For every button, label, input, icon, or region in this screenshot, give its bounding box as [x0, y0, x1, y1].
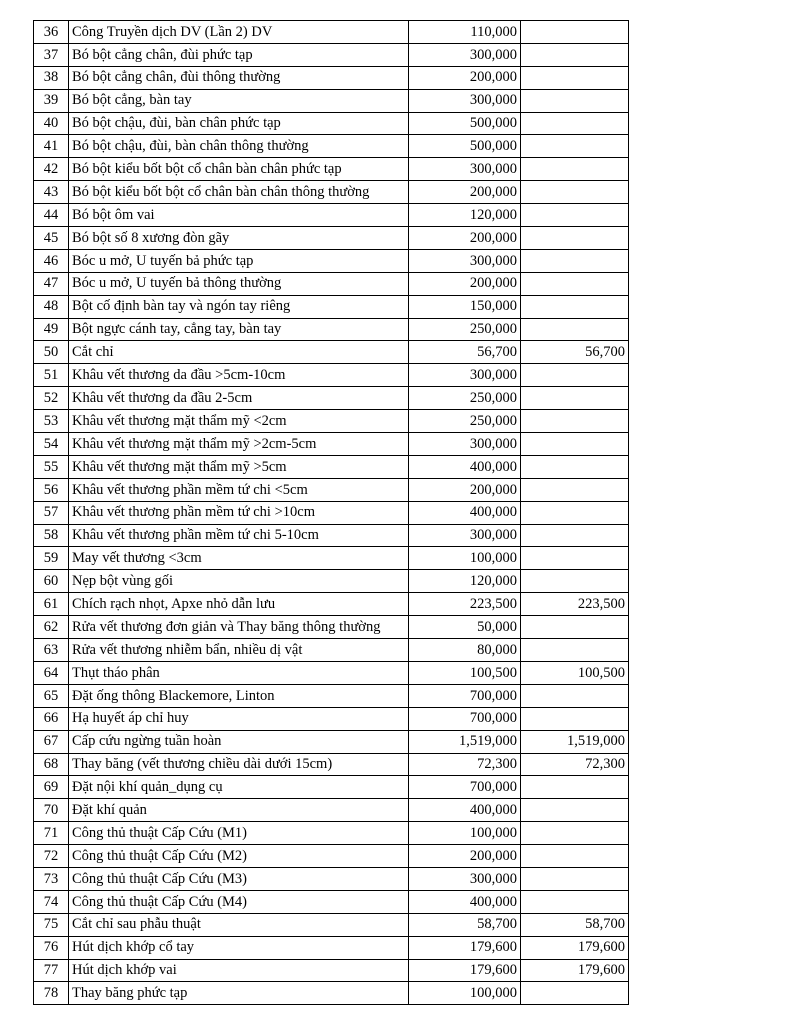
row-number-cell: 65	[34, 684, 69, 707]
table-row	[34, 799, 629, 822]
price-cell: 200,000	[409, 66, 521, 89]
price-table-body	[34, 21, 629, 1005]
row-number-cell: 38	[34, 66, 69, 89]
table-row	[34, 684, 629, 707]
table-row	[34, 227, 629, 250]
price-cell: 72,300	[409, 753, 521, 776]
price-cell: 179,600	[409, 959, 521, 982]
price-cell: 700,000	[409, 776, 521, 799]
insurance-price-cell: 72,300	[521, 753, 629, 776]
insurance-price-cell	[521, 890, 629, 913]
price-cell: 1,519,000	[409, 730, 521, 753]
table-row	[34, 982, 629, 1005]
insurance-price-cell	[521, 639, 629, 662]
insurance-price-cell	[521, 455, 629, 478]
service-name-cell: Thay băng phức tạp	[69, 982, 409, 1005]
table-row	[34, 639, 629, 662]
table-row	[34, 822, 629, 845]
row-number-cell: 72	[34, 845, 69, 868]
price-cell: 120,000	[409, 204, 521, 227]
table-row	[34, 936, 629, 959]
row-number-cell: 76	[34, 936, 69, 959]
service-name-cell: Rửa vết thương đơn giản và Thay băng thông thường	[69, 616, 409, 639]
row-number-cell: 51	[34, 364, 69, 387]
table-row	[34, 753, 629, 776]
row-number-cell: 68	[34, 753, 69, 776]
service-name-cell: Khâu vết thương mặt thẩm mỹ <2cm	[69, 410, 409, 433]
row-number-cell: 46	[34, 249, 69, 272]
service-name-cell: Đặt khí quản	[69, 799, 409, 822]
service-name-cell: Công Truyền dịch DV (Lần 2) DV	[69, 21, 409, 44]
insurance-price-cell	[521, 66, 629, 89]
row-number-cell: 69	[34, 776, 69, 799]
price-cell: 56,700	[409, 341, 521, 364]
table-row	[34, 661, 629, 684]
price-cell: 300,000	[409, 89, 521, 112]
price-cell: 300,000	[409, 433, 521, 456]
table-row	[34, 616, 629, 639]
service-name-cell: Bó bột cẳng chân, đùi thông thường	[69, 66, 409, 89]
price-cell: 179,600	[409, 936, 521, 959]
price-cell: 223,500	[409, 593, 521, 616]
row-number-cell: 59	[34, 547, 69, 570]
row-number-cell: 63	[34, 639, 69, 662]
insurance-price-cell	[521, 707, 629, 730]
price-cell: 200,000	[409, 845, 521, 868]
insurance-price-cell	[521, 684, 629, 707]
insurance-price-cell	[521, 181, 629, 204]
row-number-cell: 74	[34, 890, 69, 913]
price-cell: 300,000	[409, 43, 521, 66]
price-cell: 300,000	[409, 158, 521, 181]
row-number-cell: 48	[34, 295, 69, 318]
row-number-cell: 49	[34, 318, 69, 341]
price-cell: 200,000	[409, 272, 521, 295]
insurance-price-cell	[521, 501, 629, 524]
table-row	[34, 478, 629, 501]
price-cell: 250,000	[409, 410, 521, 433]
service-name-cell: Hút dịch khớp cổ tay	[69, 936, 409, 959]
price-cell: 58,700	[409, 913, 521, 936]
price-cell: 120,000	[409, 570, 521, 593]
service-name-cell: Bó bột chậu, đùi, bàn chân thông thường	[69, 135, 409, 158]
table-row	[34, 433, 629, 456]
table-row	[34, 112, 629, 135]
price-cell: 500,000	[409, 135, 521, 158]
insurance-price-cell: 100,500	[521, 661, 629, 684]
row-number-cell: 42	[34, 158, 69, 181]
table-row	[34, 730, 629, 753]
table-row	[34, 295, 629, 318]
table-row	[34, 66, 629, 89]
row-number-cell: 43	[34, 181, 69, 204]
table-row	[34, 890, 629, 913]
service-name-cell: Bó bột kiểu bốt bột cổ chân bàn chân phức tạp	[69, 158, 409, 181]
insurance-price-cell	[521, 318, 629, 341]
row-number-cell: 40	[34, 112, 69, 135]
price-cell: 100,000	[409, 822, 521, 845]
service-name-cell: Thụt tháo phân	[69, 661, 409, 684]
row-number-cell: 57	[34, 501, 69, 524]
table-row	[34, 21, 629, 44]
service-name-cell: Khâu vết thương phần mềm tứ chi <5cm	[69, 478, 409, 501]
table-row	[34, 570, 629, 593]
service-name-cell: Hạ huyết áp chỉ huy	[69, 707, 409, 730]
service-name-cell: Chích rạch nhọt, Apxe nhỏ dẫn lưu	[69, 593, 409, 616]
service-name-cell: Nẹp bột vùng gối	[69, 570, 409, 593]
table-row	[34, 272, 629, 295]
row-number-cell: 55	[34, 455, 69, 478]
service-name-cell: Hút dịch khớp vai	[69, 959, 409, 982]
service-name-cell: Bóc u mở, U tuyến bả thông thường	[69, 272, 409, 295]
table-row	[34, 593, 629, 616]
insurance-price-cell	[521, 364, 629, 387]
service-name-cell: Khâu vết thương da đầu >5cm-10cm	[69, 364, 409, 387]
insurance-price-cell	[521, 204, 629, 227]
insurance-price-cell	[521, 478, 629, 501]
table-row	[34, 547, 629, 570]
table-row	[34, 867, 629, 890]
row-number-cell: 61	[34, 593, 69, 616]
price-cell: 200,000	[409, 478, 521, 501]
row-number-cell: 62	[34, 616, 69, 639]
table-row	[34, 158, 629, 181]
price-cell: 100,000	[409, 982, 521, 1005]
price-cell: 300,000	[409, 524, 521, 547]
table-row	[34, 524, 629, 547]
price-cell: 700,000	[409, 684, 521, 707]
price-cell: 300,000	[409, 867, 521, 890]
service-name-cell: Khâu vết thương phần mềm tứ chi >10cm	[69, 501, 409, 524]
insurance-price-cell	[521, 272, 629, 295]
row-number-cell: 70	[34, 799, 69, 822]
insurance-price-cell	[521, 433, 629, 456]
price-cell: 400,000	[409, 501, 521, 524]
service-name-cell: Khâu vết thương mặt thẩm mỹ >2cm-5cm	[69, 433, 409, 456]
service-name-cell: May vết thương <3cm	[69, 547, 409, 570]
insurance-price-cell	[521, 547, 629, 570]
service-name-cell: Bóc u mở, U tuyến bả phức tạp	[69, 249, 409, 272]
price-cell: 150,000	[409, 295, 521, 318]
insurance-price-cell	[521, 227, 629, 250]
service-name-cell: Rửa vết thương nhiễm bẩn, nhiều dị vật	[69, 639, 409, 662]
table-row	[34, 364, 629, 387]
price-cell: 100,500	[409, 661, 521, 684]
service-name-cell: Bột cố định bàn tay và ngón tay riêng	[69, 295, 409, 318]
table-row	[34, 89, 629, 112]
row-number-cell: 78	[34, 982, 69, 1005]
insurance-price-cell: 179,600	[521, 936, 629, 959]
table-row	[34, 135, 629, 158]
insurance-price-cell: 56,700	[521, 341, 629, 364]
insurance-price-cell	[521, 158, 629, 181]
insurance-price-cell	[521, 410, 629, 433]
table-row	[34, 501, 629, 524]
insurance-price-cell: 179,600	[521, 959, 629, 982]
table-row	[34, 410, 629, 433]
price-cell: 250,000	[409, 318, 521, 341]
row-number-cell: 39	[34, 89, 69, 112]
service-name-cell: Công thủ thuật Cấp Cứu (M4)	[69, 890, 409, 913]
row-number-cell: 44	[34, 204, 69, 227]
insurance-price-cell	[521, 570, 629, 593]
service-name-cell: Bột ngực cánh tay, cẳng tay, bàn tay	[69, 318, 409, 341]
price-table	[33, 20, 629, 1005]
insurance-price-cell	[521, 845, 629, 868]
insurance-price-cell: 1,519,000	[521, 730, 629, 753]
service-name-cell: Bó bột cẳng, bàn tay	[69, 89, 409, 112]
insurance-price-cell	[521, 249, 629, 272]
price-cell: 700,000	[409, 707, 521, 730]
insurance-price-cell	[521, 387, 629, 410]
row-number-cell: 53	[34, 410, 69, 433]
service-name-cell: Bó bột cẳng chân, đùi phức tạp	[69, 43, 409, 66]
service-name-cell: Công thủ thuật Cấp Cứu (M2)	[69, 845, 409, 868]
service-name-cell: Bó bột số 8 xương đòn gãy	[69, 227, 409, 250]
insurance-price-cell	[521, 799, 629, 822]
service-name-cell: Cấp cứu ngừng tuần hoàn	[69, 730, 409, 753]
insurance-price-cell	[521, 524, 629, 547]
table-row	[34, 341, 629, 364]
insurance-price-cell	[521, 43, 629, 66]
service-name-cell: Bó bột chậu, đùi, bàn chân phức tạp	[69, 112, 409, 135]
insurance-price-cell	[521, 89, 629, 112]
price-cell: 200,000	[409, 227, 521, 250]
table-row	[34, 204, 629, 227]
table-row	[34, 43, 629, 66]
insurance-price-cell	[521, 295, 629, 318]
service-name-cell: Công thủ thuật Cấp Cứu (M1)	[69, 822, 409, 845]
table-row	[34, 707, 629, 730]
row-number-cell: 47	[34, 272, 69, 295]
service-name-cell: Khâu vết thương mặt thẩm mỹ >5cm	[69, 455, 409, 478]
insurance-price-cell	[521, 776, 629, 799]
service-name-cell: Thay băng (vết thương chiều dài dưới 15cm)	[69, 753, 409, 776]
row-number-cell: 60	[34, 570, 69, 593]
table-row	[34, 845, 629, 868]
row-number-cell: 64	[34, 661, 69, 684]
insurance-price-cell	[521, 616, 629, 639]
row-number-cell: 66	[34, 707, 69, 730]
insurance-price-cell	[521, 135, 629, 158]
row-number-cell: 73	[34, 867, 69, 890]
service-name-cell: Đặt nội khí quản_dụng cụ	[69, 776, 409, 799]
table-row	[34, 913, 629, 936]
service-name-cell: Khâu vết thương phần mềm tứ chi 5-10cm	[69, 524, 409, 547]
price-cell: 110,000	[409, 21, 521, 44]
price-cell: 250,000	[409, 387, 521, 410]
insurance-price-cell	[521, 822, 629, 845]
insurance-price-cell	[521, 867, 629, 890]
service-name-cell: Đặt ống thông Blackemore, Linton	[69, 684, 409, 707]
price-cell: 200,000	[409, 181, 521, 204]
service-name-cell: Cắt chỉ	[69, 341, 409, 364]
table-row	[34, 249, 629, 272]
table-row	[34, 387, 629, 410]
row-number-cell: 52	[34, 387, 69, 410]
row-number-cell: 71	[34, 822, 69, 845]
service-name-cell: Công thủ thuật Cấp Cứu (M3)	[69, 867, 409, 890]
insurance-price-cell: 58,700	[521, 913, 629, 936]
service-name-cell: Bó bột ôm vai	[69, 204, 409, 227]
price-cell: 400,000	[409, 799, 521, 822]
insurance-price-cell	[521, 21, 629, 44]
row-number-cell: 75	[34, 913, 69, 936]
price-cell: 300,000	[409, 249, 521, 272]
insurance-price-cell	[521, 112, 629, 135]
service-name-cell: Cắt chỉ sau phẫu thuật	[69, 913, 409, 936]
table-row	[34, 776, 629, 799]
service-name-cell: Bó bột kiểu bốt bột cổ chân bàn chân thông thường	[69, 181, 409, 204]
row-number-cell: 58	[34, 524, 69, 547]
insurance-price-cell: 223,500	[521, 593, 629, 616]
price-cell: 100,000	[409, 547, 521, 570]
row-number-cell: 36	[34, 21, 69, 44]
price-cell: 300,000	[409, 364, 521, 387]
row-number-cell: 50	[34, 341, 69, 364]
price-cell: 500,000	[409, 112, 521, 135]
row-number-cell: 45	[34, 227, 69, 250]
row-number-cell: 41	[34, 135, 69, 158]
service-name-cell: Khâu vết thương da đầu 2-5cm	[69, 387, 409, 410]
price-cell: 80,000	[409, 639, 521, 662]
row-number-cell: 37	[34, 43, 69, 66]
row-number-cell: 67	[34, 730, 69, 753]
price-cell: 400,000	[409, 890, 521, 913]
price-cell: 400,000	[409, 455, 521, 478]
row-number-cell: 56	[34, 478, 69, 501]
insurance-price-cell	[521, 982, 629, 1005]
row-number-cell: 77	[34, 959, 69, 982]
table-row	[34, 455, 629, 478]
row-number-cell: 54	[34, 433, 69, 456]
table-row	[34, 959, 629, 982]
table-row	[34, 318, 629, 341]
price-cell: 50,000	[409, 616, 521, 639]
table-row	[34, 181, 629, 204]
